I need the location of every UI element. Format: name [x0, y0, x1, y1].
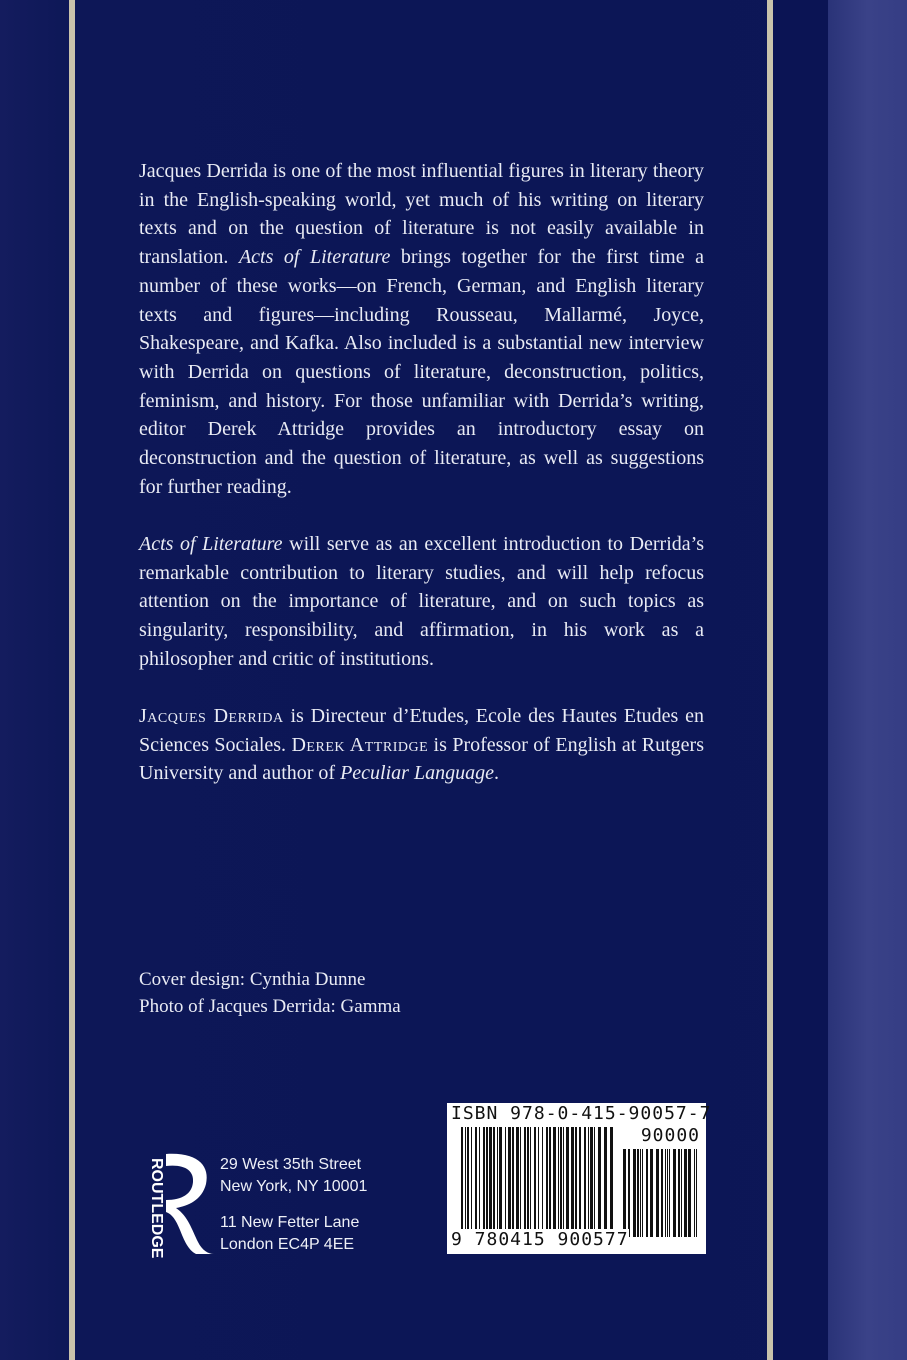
- book-title: Acts of Literature: [139, 533, 283, 555]
- credits: [139, 966, 401, 1020]
- barcode-bar: [471, 1127, 472, 1237]
- barcode-bar: [560, 1127, 562, 1237]
- description-text: Jacques Derrida is one of the most influential figures in literary theory in the English-speaking world, yet much of his writing on literary texts and on the question of literature is not easily available in translation.: [139, 160, 704, 269]
- bio-text: .: [493, 762, 499, 785]
- ean-number: 9 780415 900577: [451, 1229, 629, 1250]
- barcode-bar: [566, 1127, 569, 1237]
- barcode-bar: [633, 1149, 636, 1237]
- address-line: London EC4P 4EE: [220, 1236, 355, 1253]
- barcode-bar: [669, 1149, 670, 1237]
- address-london: [220, 1212, 359, 1256]
- barcode-bar: [512, 1127, 514, 1237]
- address-new-york: [220, 1154, 367, 1198]
- barcode-bar: [516, 1127, 519, 1237]
- bio-text: is Professor of English at Rutgers University and author of: [139, 733, 704, 785]
- editor-name: Derek Attridge: [291, 733, 429, 756]
- spine-edge: [828, 0, 907, 1360]
- barcode-bar: [688, 1149, 691, 1237]
- author-name: Jacques Derrida: [139, 705, 284, 727]
- barcode-bar: [493, 1127, 495, 1237]
- barcode-bar: [604, 1127, 607, 1237]
- barcode-bar: [681, 1149, 682, 1237]
- barcode-bar: [563, 1127, 564, 1237]
- description-text: will serve as an excellent introduction to Derrida’s remarkable contribution to literary studies, and will help refocus attention on the importance of literature, and on such topics as singularity, responsibility, and affirmation, in his work as a philosopher and critic of institutions.: [139, 533, 704, 670]
- address-line: 11 New Fetter Lane: [220, 1214, 360, 1231]
- barcode-bar: [575, 1127, 577, 1237]
- barcode-bar: [527, 1127, 529, 1237]
- barcode-bar: [534, 1127, 536, 1237]
- barcode-bar: [588, 1127, 589, 1237]
- barcode-bar: [549, 1127, 551, 1237]
- barcode-bar: [661, 1149, 663, 1237]
- photo-credit: Photo of Jacques Derrida: Gamma: [139, 996, 401, 1017]
- barcode-bar: [499, 1127, 502, 1237]
- barcode-bar: [497, 1127, 498, 1237]
- barcode-bar: [623, 1149, 626, 1237]
- barcode-bar: [520, 1127, 521, 1237]
- barcode-bar: [598, 1127, 601, 1237]
- barcode-bar: [678, 1149, 680, 1237]
- barcode-bar: [594, 1127, 595, 1237]
- barcode-bar: [486, 1127, 488, 1237]
- barcode-bar: [524, 1127, 526, 1237]
- barcode: [447, 1103, 712, 1254]
- barcode-bar: [696, 1149, 697, 1237]
- barcode-bar: [628, 1149, 630, 1237]
- spine-gap: [773, 0, 828, 1360]
- cover-design-credit: Cover design: Cynthia Dunne: [139, 969, 366, 990]
- barcode-bar: [508, 1127, 511, 1237]
- barcode-bar: [656, 1149, 659, 1237]
- barcode-bar: [489, 1127, 492, 1237]
- description-paragraph-1: [139, 157, 704, 501]
- price-code: 90000: [640, 1125, 700, 1146]
- bio-text: is Directeur d’Etudes, Ecole des Hautes Etudes en Sciences Sociales.: [139, 705, 704, 756]
- author-bio: [139, 702, 704, 788]
- address-line: 29 West 35th Street: [220, 1156, 362, 1173]
- barcode-bar: [479, 1127, 480, 1237]
- left-border-rule: [69, 0, 75, 1360]
- other-book-title: Peculiar Language: [340, 762, 494, 785]
- barcode-bar: [650, 1149, 653, 1237]
- barcode-bar: [483, 1127, 485, 1237]
- barcode-bar: [579, 1127, 581, 1237]
- barcode-bar: [673, 1149, 676, 1237]
- barcode-bar: [461, 1127, 463, 1237]
- publisher-wordmark: [136, 1158, 165, 1259]
- barcode-bar: [665, 1149, 666, 1237]
- barcode-bar: [640, 1149, 641, 1237]
- barcode-bar: [684, 1149, 687, 1237]
- barcode-bar: [465, 1127, 466, 1237]
- barcode-bar: [542, 1127, 543, 1237]
- barcode-bar: [646, 1149, 648, 1237]
- description-text: brings together for the first time a number of these works—on French, German, and English literary texts and figures—including Rousseau, Mallarmé, Joyce, Shakespeare, and Kafka. Also included is a substantial new interview with Derrida on questions of literature, deconstruction, politics, feminism, and history. For those unfamiliar with Derrida’s writing, editor Derek Attridge provides an introductory essay on deconstruction and the question of literature, as well as suggestions for further reading.: [139, 246, 704, 498]
- barcode-bar: [610, 1127, 613, 1237]
- barcode-bar: [558, 1127, 559, 1237]
- barcode-bar: [584, 1127, 586, 1237]
- barcode-bar: [538, 1127, 539, 1237]
- barcode-bars-addon: [623, 1149, 701, 1237]
- barcode-bar: [667, 1149, 668, 1237]
- book-title: Acts of Literature: [238, 246, 391, 269]
- publisher-name: ROUTLEDGE: [148, 1158, 165, 1259]
- barcode-bar: [546, 1127, 548, 1237]
- barcode-bar: [571, 1127, 574, 1237]
- address-line: New York, NY 10001: [220, 1178, 368, 1195]
- barcode-bars-main: [461, 1127, 617, 1237]
- barcode-bar: [642, 1149, 643, 1237]
- description-paragraph-2: [139, 530, 704, 674]
- barcode-bar: [553, 1127, 556, 1237]
- barcode-bar: [590, 1127, 593, 1237]
- barcode-bar: [475, 1127, 477, 1237]
- barcode-bar: [637, 1149, 639, 1237]
- barcode-bar: [505, 1127, 506, 1237]
- isbn-number: ISBN 978-0-415-90057-7: [451, 1103, 712, 1124]
- barcode-bar: [694, 1149, 695, 1237]
- barcode-bar: [530, 1127, 531, 1237]
- barcode-bar: [467, 1127, 469, 1237]
